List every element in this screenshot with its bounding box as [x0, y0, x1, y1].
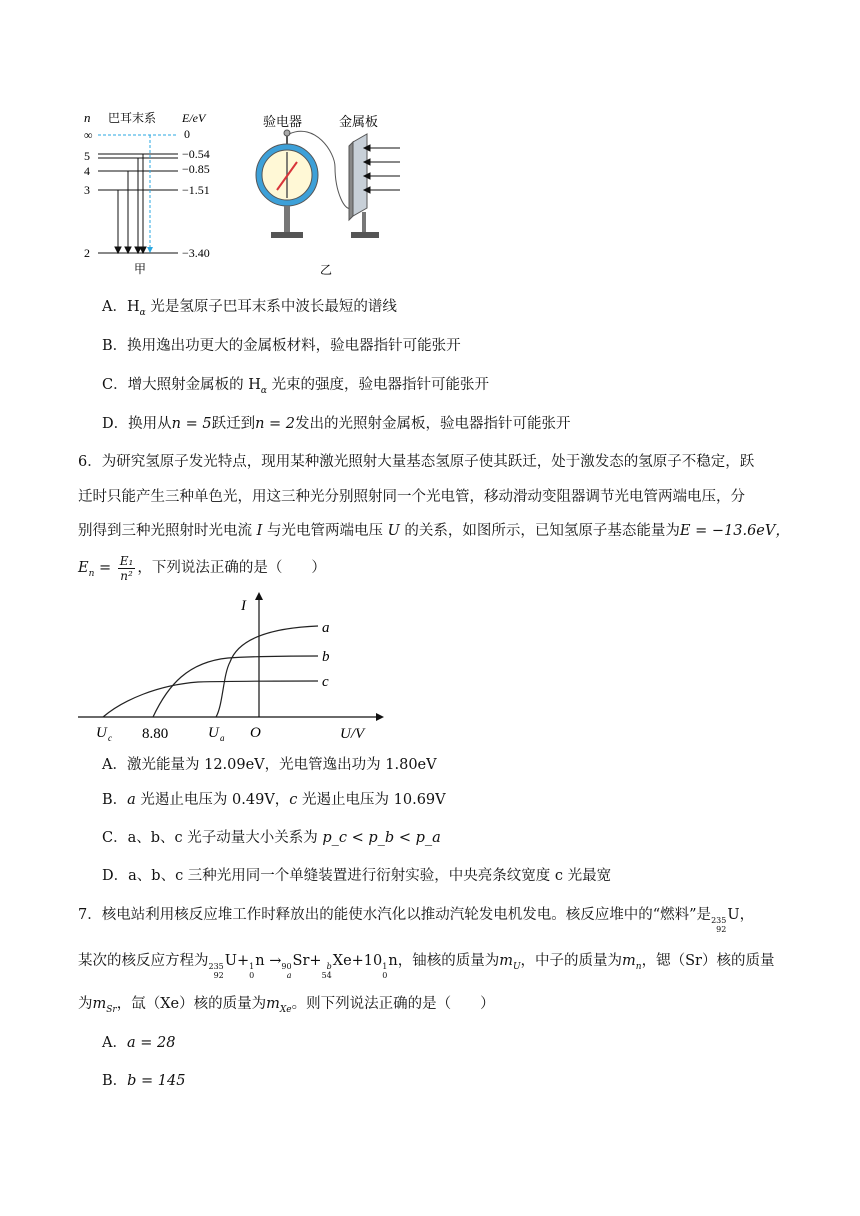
q6-stem-line-2: 迁时只能产生三种单色光，用这三种光分别照射同一个光电管，移动滑动变阻器调节光电管两端电压，分 [78, 489, 745, 505]
level-n-4: 4 [84, 164, 90, 178]
level-e-4: −0.85 [182, 162, 210, 176]
tick-uc-sub: c [108, 733, 112, 743]
curve-c [103, 681, 318, 717]
q6-stem-line-1: 6．为研究氢原子发光特点，现用某种激光照射大量基态氢原子使其跃迁，处于激发态的氢原子不稳定，跃 [78, 454, 755, 470]
energy-level-diagram [78, 108, 228, 278]
q5-option-b: B．换用逸出功更大的金属板材料，验电器指针可能张开 [102, 338, 461, 354]
tick-ua: U [208, 725, 219, 741]
q7-stem-line-3: 为$m_{Sr}$，氙（Xe）核的质量为$m_{Xe}$。则下列说法正确的是（ ） [78, 996, 495, 1015]
electroscope-diagram [255, 112, 415, 282]
q7-option-b: B．b = 145 [102, 1073, 186, 1089]
q5-option-c: C．增大照射金属板的 $H_\alpha$ 光束的强度，验电器指针可能张开 [102, 377, 490, 396]
q6-stem-line-3: 别得到三种光照射时光电流 I 与光电管两端电压 U 的关系，如图所示，已知氢原子基态能量为E = −13.6eV， [78, 523, 790, 539]
level-e-5: −0.54 [182, 147, 210, 161]
level-e-2: −3.40 [182, 246, 210, 260]
figure-a-caption: 甲 [134, 262, 147, 276]
q6-option-a: A．激光能量为 12.09eV，光电管逸出功为 1.80eV [102, 757, 437, 773]
q6-option-b: B．a 光遏止电压为 0.49V，c 光遏止电压为 10.69V [102, 792, 446, 808]
curve-a [216, 626, 318, 717]
q5-option-a: A．$H_\alpha$ 光是氢原子巴耳末系中波长最短的谱线 [102, 299, 397, 318]
q7-stem-line-2: 某次的核反应方程为 235 92 U+ 1 0 n → 90 a Sr+ b 54 Xe+10 1 0 n，铀核的质量为$m_U$，中子的质量为$m_n$，锶（Sr）核的质量 [78, 953, 775, 980]
q5-option-d: D．换用从n = 5跃迁到n = 2发出的光照射金属板，验电器指针可能张开 [102, 416, 571, 432]
q7-stem-line-1: 7．核电站利用核反应堆工作时释放出的能使水汽化以推动汽轮发电机发电。核反应堆中的“燃料”是 235 92 U， [78, 907, 755, 934]
curve-b [153, 656, 318, 717]
tick-8-80: 8.80 [142, 726, 169, 742]
curve-label-c: c [322, 674, 329, 690]
energy-axis-label: E/eV [182, 111, 206, 125]
tick-ua-sub: a [220, 733, 225, 743]
iv-graph [78, 590, 388, 745]
energy-formula: $\frac{\text{E₁}}{\text{n²}}$ [119, 553, 134, 583]
q6-option-d: D．a、b、c 三种光用同一个单缝装置进行衍射实验，中央亮条纹宽度 c 光最宽 [102, 868, 612, 884]
q6-stem-line-4: $E_n$ = $\frac{\text{E₁}}{\text{n²}}$ ，下列说法正确的是（ ） [78, 553, 326, 583]
tick-origin: O [250, 725, 261, 741]
level-n-3: 3 [84, 183, 90, 197]
x-axis-label: U/V [340, 726, 365, 742]
level-e-inf: 0 [184, 127, 190, 141]
level-n-inf: ∞ [84, 128, 93, 142]
electroscope-label: 验电器 [263, 114, 303, 129]
level-n-2: 2 [84, 246, 90, 260]
q7-option-a: A．a = 28 [102, 1035, 176, 1051]
y-axis-label: I [241, 598, 246, 614]
curve-label-b: b [322, 649, 330, 665]
q6-option-c: C．a、b、c 光子动量大小关系为 p_c < p_b < p_a [102, 830, 441, 846]
plate-label: 金属板 [339, 114, 379, 129]
level-e-3: −1.51 [182, 183, 210, 197]
series-label: 巴耳末系 [108, 111, 157, 125]
n-axis-label: n [84, 110, 91, 125]
figure-b-caption: 乙 [320, 263, 333, 277]
level-n-5: 5 [84, 149, 90, 163]
tick-uc: U [96, 725, 107, 741]
curve-label-a: a [322, 620, 330, 636]
